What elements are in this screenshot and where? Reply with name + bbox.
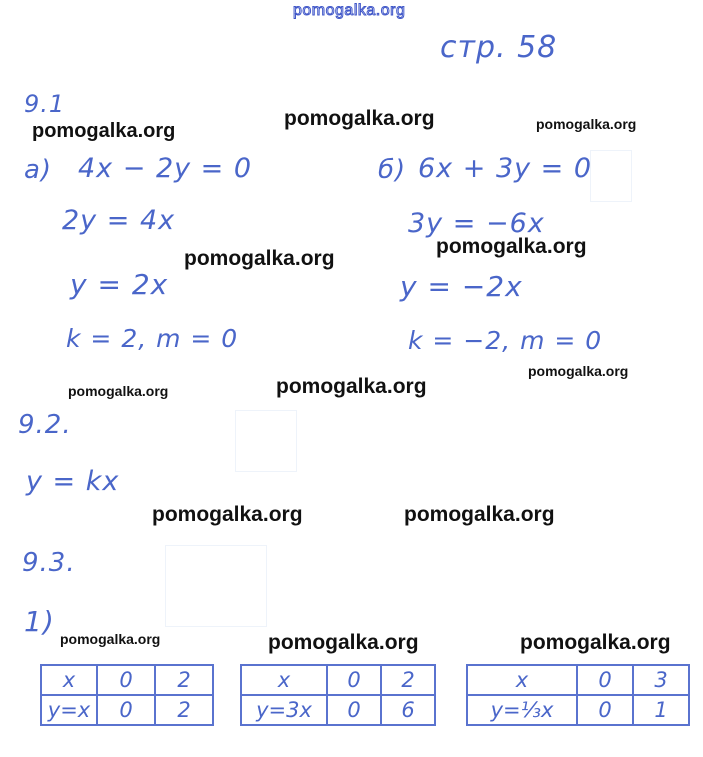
- grid-ghost: [590, 150, 632, 202]
- table-cell: 1: [633, 695, 689, 725]
- table-cell: 2: [381, 665, 435, 695]
- site-watermark: pomogalka.org: [284, 107, 435, 130]
- page-reference: стр. 58: [440, 30, 558, 65]
- task-9-1-b-line4: k = −2, m = 0: [408, 326, 603, 355]
- value-table-3: [466, 664, 690, 726]
- value-table-1: [40, 664, 214, 726]
- task-9-1-a-label: а): [24, 155, 53, 185]
- table-cell: 2: [155, 665, 213, 695]
- table-cell: 0: [327, 665, 381, 695]
- table-cell: 0: [327, 695, 381, 725]
- table-cell: 3: [633, 665, 689, 695]
- table-row: [241, 665, 435, 695]
- site-watermark: pomogalka.org: [520, 631, 671, 654]
- table-row: [241, 695, 435, 725]
- task-9-2-number: 9.2.: [18, 410, 72, 440]
- task-9-3-part-1: 1): [24, 605, 55, 638]
- table-cell: y=⅓x: [467, 695, 577, 725]
- site-watermark: pomogalka.org: [436, 235, 587, 258]
- table-cell: x: [467, 665, 577, 695]
- site-watermark: pomogalka.org: [528, 363, 629, 379]
- grid-ghost: [165, 545, 267, 627]
- site-watermark: pomogalka.org: [404, 503, 555, 526]
- table-cell: 0: [577, 695, 633, 725]
- site-watermark: pomogalka.org: [268, 631, 419, 654]
- task-9-1-a-line3: y = 2x: [70, 268, 169, 301]
- site-watermark: pomogalka.org: [60, 631, 161, 647]
- site-watermark: pomogalka.org: [536, 116, 637, 132]
- table-row: [467, 695, 689, 725]
- task-9-3-number: 9.3.: [22, 548, 76, 578]
- task-9-1-a-line1: 4x − 2y = 0: [78, 153, 253, 184]
- site-watermark: pomogalka.org: [152, 503, 303, 526]
- task-9-1-number: 9.1: [24, 90, 66, 118]
- table-row: [41, 695, 213, 725]
- grid-ghost: [235, 410, 297, 472]
- value-table-2: [240, 664, 436, 726]
- table-row: [467, 665, 689, 695]
- task-9-1-b-label: б): [378, 155, 407, 185]
- table-cell: 6: [381, 695, 435, 725]
- task-9-1-a-line2: 2y = 4x: [62, 205, 176, 236]
- site-watermark: pomogalka.org: [68, 383, 169, 399]
- table-cell: y=3x: [241, 695, 327, 725]
- site-watermark: pomogalka.org: [32, 120, 176, 142]
- task-9-1-a-line4: k = 2, m = 0: [66, 324, 239, 353]
- task-9-1-b-line3: y = −2x: [400, 270, 523, 303]
- task-9-1-b-line1: 6x + 3y = 0: [418, 153, 593, 184]
- table-cell: 0: [577, 665, 633, 695]
- table-cell: 0: [97, 695, 155, 725]
- table-cell: x: [241, 665, 327, 695]
- table-cell: x: [41, 665, 97, 695]
- table-cell: 0: [97, 665, 155, 695]
- site-watermark: pomogalka.org: [184, 247, 335, 270]
- site-watermark: pomogalka.org: [276, 375, 427, 398]
- table-cell: 2: [155, 695, 213, 725]
- table-row: [41, 665, 213, 695]
- site-watermark-top: pomogalka.org: [293, 2, 406, 19]
- task-9-1-b-line2: 3y = −6x: [408, 208, 545, 239]
- table-cell: y=x: [41, 695, 97, 725]
- task-9-2-line1: y = kx: [26, 466, 120, 497]
